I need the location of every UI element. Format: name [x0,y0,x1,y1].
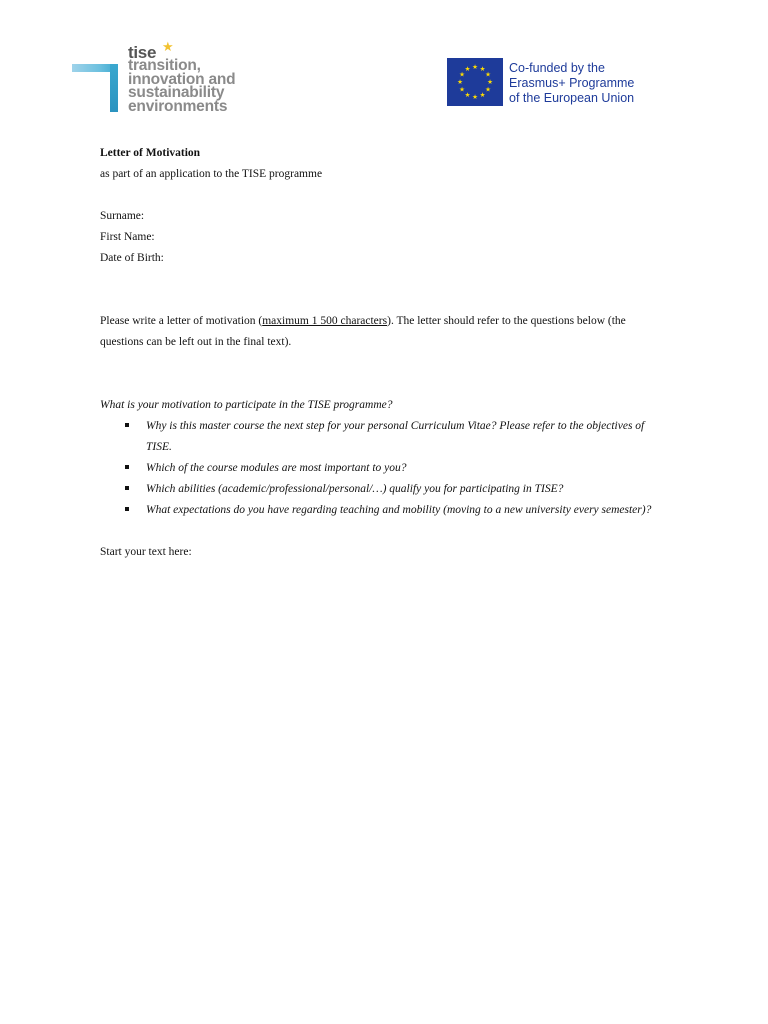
start-text-prompt: Start your text here: [100,546,192,558]
sub-question [146,500,660,521]
letter-subtitle: as part of an application to the TISE programme [100,168,323,180]
eu-star-icon: ★ [479,65,486,74]
eu-flag-icon [447,58,503,106]
tise-logo-name: tise [128,43,157,62]
eu-text-line: Co-funded by the [509,61,605,75]
tise-logo [72,40,272,116]
letter-body [100,143,660,563]
bullet-icon [125,423,129,427]
bullet-icon [125,465,129,469]
tise-logo-tagline [128,59,235,113]
bullet-icon [125,486,129,490]
eu-star-icon: ★ [464,91,471,100]
eu-star-icon: ★ [464,65,471,74]
eu-star-icon: ★ [472,63,478,72]
instructions-text-after: ). The letter should refer to the questions below (the questions can be left out in the final text). [100,315,626,348]
eu-star-icon: ★ [459,85,465,94]
tise-tagline-line: environments [128,97,228,115]
sub-question-text: Which abilities (academic/professional/personal/…) qualify you for participating in TISE? [146,483,564,495]
eu-star-icon: ★ [457,78,463,87]
instructions-text-before: Please write a letter of motivation ( [100,315,263,327]
sub-question-text: Why is this master course the next step for your personal Curriculum Vitae? Please refer to the objectives of TISE. [146,420,645,453]
eu-logo-text [509,61,634,106]
eu-text-line: of the European Union [509,91,635,105]
main-question: What is your motivation to participate in the TISE programme? [100,399,393,411]
sub-question-list [100,416,660,521]
eu-erasmus-logo [447,58,647,108]
tise-bracket-icon [72,64,118,112]
bullet-icon [125,507,129,511]
sub-question-text: What expectations do you have regarding teaching and mobility (moving to a new university every semester)? [146,504,652,516]
letter-title: Letter of Motivation [100,147,201,159]
field-surname: Surname: [100,210,145,222]
eu-text-line: Erasmus+ Programme [509,76,635,90]
eu-star-icon: ★ [487,78,493,87]
star-icon: ★ [162,40,174,55]
instructions-paragraph [100,311,660,353]
sub-question-text: Which of the course modules are most important to you? [146,462,407,474]
eu-star-icon: ★ [479,91,486,100]
tise-tagline-line: sustainability [128,84,225,101]
tise-tagline-line: transition, [128,57,201,74]
sub-question [146,458,660,479]
sub-question [146,479,660,500]
sub-question [146,416,660,458]
field-date-of-birth: Date of Birth: [100,252,164,264]
character-limit: maximum 1 500 characters [262,315,388,327]
field-first-name: First Name: [100,231,155,243]
eu-star-icon: ★ [472,93,478,102]
eu-star-icon: ★ [485,70,491,79]
tise-tagline-line: innovation and [128,70,236,88]
eu-star-icon: ★ [485,85,491,94]
eu-star-icon: ★ [459,70,465,79]
